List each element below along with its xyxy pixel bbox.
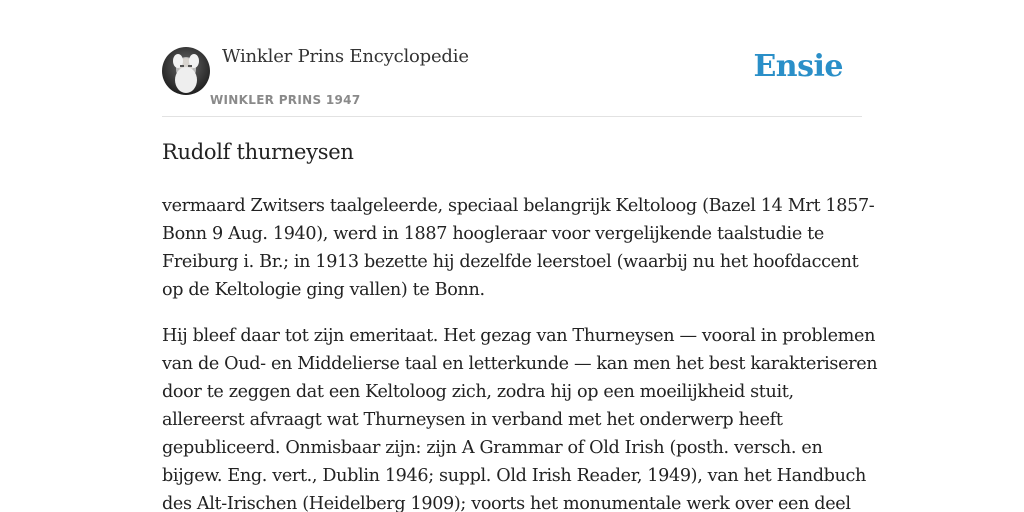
- text-line: gepubliceerd. Onmisbaar zijn: zijn A Grammar of Old Irish (posth. versch. en: [162, 438, 823, 458]
- site-header: [162, 45, 862, 117]
- text-line: Bonn 9 Aug. 1940), werd in 1887 hoogleraar voor vergelijkende taalstudie te: [162, 224, 824, 244]
- text-line: door te zeggen dat een Keltoloog zich, zodra hij op een moeilijkheid stuit,: [162, 382, 794, 402]
- text-line: des Alt-Irischen (Heidelberg 1909); voorts het monumentale werk over een deel: [162, 494, 851, 512]
- text-line: Freiburg i. Br.; in 1913 bezette hij dezelfde leerstoel (waarbij nu het hoofdaccent: [162, 252, 859, 272]
- bearded-man-portrait-icon[interactable]: [162, 47, 210, 95]
- text-line: allereerst afvraagt wat Thurneysen in verband met het onderwerp heeft: [162, 410, 783, 430]
- brand-logo[interactable]: Ensie: [753, 49, 843, 84]
- text-line: van de Oud- en Middelierse taal en letterkunde — kan men het best karakteriseren: [162, 354, 878, 374]
- site-title[interactable]: Winkler Prins Encyclopedie: [222, 46, 469, 67]
- article-body: [162, 192, 878, 512]
- article-title: Rudolf thurneysen: [162, 140, 354, 164]
- text-line: vermaard Zwitsers taalgeleerde, speciaal belangrijk Keltoloog (Bazel 14 Mrt 1857-: [162, 196, 875, 216]
- text-line: bijgew. Eng. vert., Dublin 1946; suppl. Old Irish Reader, 1949), van het Handbuch: [162, 466, 867, 486]
- paragraph: [162, 192, 875, 304]
- text-line: Hij bleef daar tot zijn emeritaat. Het gezag van Thurneysen — vooral in problemen: [162, 326, 876, 346]
- text-line: op de Keltologie ging vallen) te Bonn.: [162, 280, 485, 300]
- edition-label[interactable]: WINKLER PRINS 1947: [210, 93, 361, 107]
- paragraph: [162, 322, 878, 512]
